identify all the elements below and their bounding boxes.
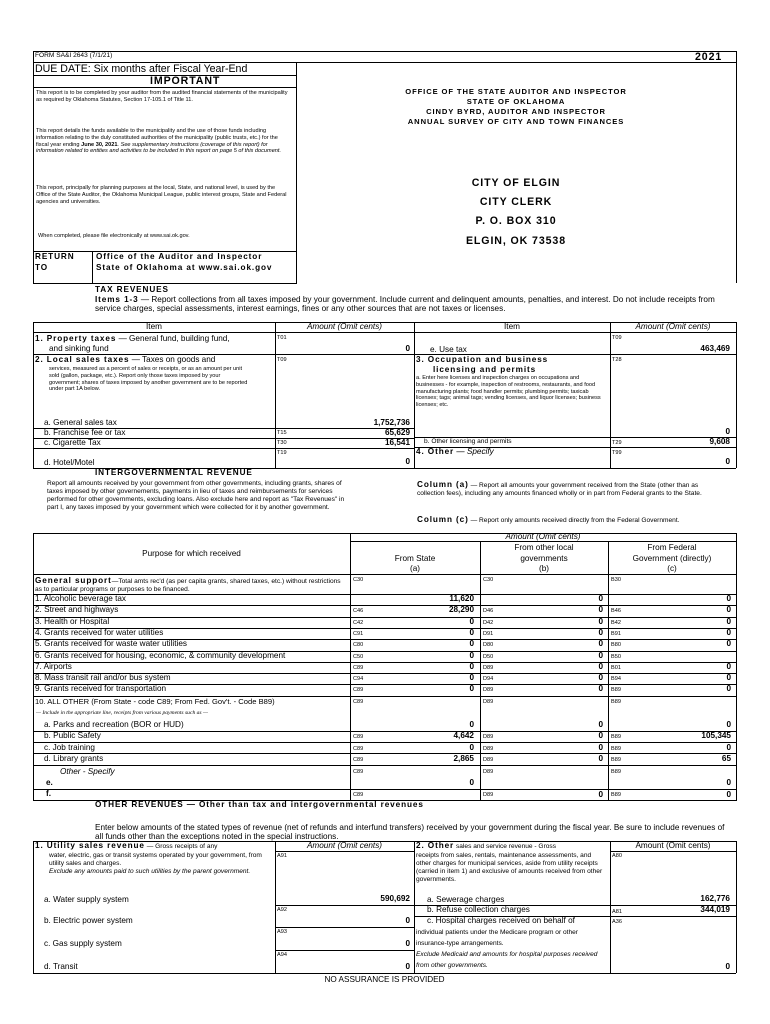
f-value-b: 0 [598, 790, 603, 799]
igr-row-value-b: 0 [598, 594, 603, 603]
use-tax-label: e. Use tax [430, 345, 467, 354]
igr-col-c-header-2: Government (directly) [632, 554, 712, 563]
igr-row-code-a: C89 [353, 687, 364, 694]
igr-row-value-b: 0 [598, 639, 603, 649]
cigarette-value: 16,541 [384, 438, 410, 447]
igr-title: INTERGOVERNMENTAL REVENUE [95, 468, 253, 477]
igr-subrow-value-b: 0 [598, 720, 603, 729]
igr-row-code-b: D46 [483, 608, 494, 615]
return-to-label: TO [35, 263, 49, 272]
igr-row-value-c: 0 [726, 627, 731, 637]
f-value-c: 0 [726, 790, 731, 799]
sewerage-value: 162,776 [700, 894, 730, 903]
igr-row-code-a: C50 [353, 653, 364, 660]
electric-value: 0 [405, 916, 410, 925]
tax-amount-header: Amount (Omit cents) [306, 322, 383, 331]
code-t29: T29 [612, 440, 622, 446]
row-divider [33, 765, 736, 766]
important-paragraph-2: This report details the funds available to the municipality and the use of those funds including information relating to the duly constituted authorities of the municipality (public trusts, etc.) for the fiscal year ending June 30, 2021. See supplementary instructions (coverage of this report) for information related to entities and activities to be included in this report on page 5 of this document. [36, 128, 282, 155]
igr-col-a-header: From State [394, 554, 436, 563]
other-revenues-title: OTHER REVENUES — Other than tax and intergovernmental revenues [95, 800, 424, 809]
city-state-zip: ELGIN, OK 73538 [465, 235, 567, 247]
utility-exclusion: Exclude any amounts paid to such utilities by the parent government. [49, 868, 251, 875]
gas-value: 0 [405, 939, 410, 948]
local-sales-label: 2. Local sales taxes — Taxes on goods and [35, 355, 216, 364]
use-tax-value: 463,469 [700, 344, 730, 353]
code-t30: T30 [277, 440, 287, 446]
igr-row-value-a: 0 [469, 673, 474, 683]
form-number: FORM SA&I 2643 (7/1/21) [35, 52, 113, 59]
office-line: CINDY BYRD, AUDITOR AND INSPECTOR [426, 107, 606, 116]
tax-intro: Items 1-3 — Report collections from all taxes imposed by your government. Include current and delinquent amounts, penalties, and interest. Do not include receipts from service charges, special assessments, interest earnings, fines or any other sources that are not taxes or licenses. [95, 295, 715, 314]
other-licensing-value: 9,608 [709, 437, 730, 446]
igr-row-value-b: 0 [598, 616, 603, 626]
code-t09: T09 [277, 357, 287, 363]
gas-label: c. Gas supply system [44, 939, 122, 948]
igr-row-value-a: 28,290 [448, 605, 474, 615]
igr-subrow-code-c: B89 [611, 756, 621, 763]
important-paragraph-1: This report is to be completed by your auditor from the audited financial statements of the municipality as required by Oklahoma Statutes, Section 17-105.1 of Title 11. [36, 90, 288, 103]
igr-subrow-value-b: 0 [598, 742, 603, 752]
igr-row-code-b: D89 [483, 664, 494, 671]
igr-subrow-code-b: D89 [483, 734, 494, 741]
igr-row-value-b: 0 [598, 605, 603, 615]
occupation-a-value: 0 [725, 427, 730, 436]
igr-row-label: 4. Grants received for water utilities [35, 627, 164, 637]
tax-revenues-title: TAX REVENUES [95, 285, 169, 294]
igr-subrow-label: b. Public Safety [44, 731, 101, 741]
igr-row-code-c: B91 [611, 630, 621, 637]
igr-row-code-a: C94 [353, 676, 364, 683]
igr-subrow-label: a. Parks and recreation (BOR or HUD) [44, 720, 184, 729]
igr-subrow-label: c. Job training [44, 742, 95, 752]
igr-row-label: 6. Grants received for housing, economic, & community development [35, 650, 286, 660]
igr-row-code-b: D80 [483, 642, 494, 649]
igr-row-code-a: C91 [353, 630, 364, 637]
code-t99: T99 [612, 450, 622, 456]
igr-subrow-value-c: 0 [726, 742, 731, 752]
office-line: STATE OF OKLAHOMA [466, 97, 566, 106]
igr-row-label: 5. Grants received for waste water utilities [35, 639, 187, 649]
igr-row-code-b: D89 [483, 687, 494, 694]
code-a91: A91 [277, 853, 287, 859]
utility-amount-header: Amount (Omit cents) [306, 841, 383, 850]
code-t01: T01 [277, 335, 287, 341]
other-taxes-label: 4. Other — Specify [416, 447, 494, 456]
report-year: 2021 [695, 51, 723, 63]
igr-row-value-a: 0 [469, 639, 474, 649]
code-t15: T15 [277, 430, 287, 436]
igr-col-b-letter: (b) [538, 564, 549, 573]
code-a93: A93 [277, 929, 287, 935]
igr-row-value-c: 0 [726, 661, 731, 671]
franchise-value: 65,629 [384, 428, 410, 437]
igr-row-code-c: B94 [611, 676, 621, 683]
igr-subrow-value-c: 0 [726, 720, 731, 729]
igr-row-value-a: 0 [469, 650, 474, 660]
igr-subrow-code-a: C89 [353, 734, 364, 741]
utility-description: water, electric, gas or transit systems operated by your government, from utility sales and charges. [49, 852, 262, 868]
igr-row-code-a: C46 [353, 608, 364, 615]
sewerage-label: a. Sewerage charges [427, 895, 505, 904]
electric-label: b. Electric power system [44, 916, 133, 925]
igr-subrow-value-c: 105,345 [701, 731, 731, 741]
general-support-label: General support—Total amts rec'd (as per capita grants, shared taxes, etc.) without restrictions as to particular programs or purposes to be financed. [35, 576, 341, 594]
igr-row-value-c: 0 [726, 605, 731, 615]
igr-col-c-header: From Federal [647, 543, 697, 552]
igr-row-value-c: 0 [726, 594, 731, 603]
franchise-label: b. Franchise fee or tax [44, 428, 126, 437]
e-code-b: D89 [483, 769, 494, 775]
igr-row-value-a: 0 [469, 661, 474, 671]
transit-label: d. Transit [44, 962, 78, 971]
return-label: RETURN [35, 252, 75, 261]
igr-subrow-value-b: 0 [598, 731, 603, 741]
code-a36: A36 [612, 919, 622, 925]
igr-col-b-header-2: governments [520, 554, 568, 563]
e-code-a: C89 [353, 769, 364, 775]
igr-row-value-b: 0 [598, 673, 603, 683]
include-note: — Include in the appropriate line, receipts from various payments such as — [36, 710, 208, 716]
igr-row-code-b: D94 [483, 676, 494, 683]
cigarette-label: c. Cigarette Tax [44, 438, 101, 447]
igr-subrow-value-c: 65 [721, 753, 731, 763]
igr-row-code-b: D91 [483, 630, 494, 637]
igr-subrow-value-a: 0 [469, 742, 474, 752]
igr-row-code-b: D42 [483, 619, 494, 626]
igr-row-value-c: 0 [726, 616, 731, 626]
igr-column-a-note: Column (a) — Report all amounts your government received from the State (other than as collection fees), including any amounts financed wholly or in part from Federal grants to the State. [417, 480, 702, 498]
igr-col-c-letter: (c) [667, 564, 677, 573]
e-label: e. [46, 778, 53, 787]
igr-col-a-letter: (a) [409, 564, 420, 573]
igr-row-code-a: C80 [353, 642, 364, 649]
e-code-c: B89 [611, 769, 621, 775]
igr-row-value-b: 0 [598, 627, 603, 637]
igr-subrow-code-a: C89 [353, 745, 364, 752]
f-code-b: D89 [483, 792, 494, 798]
igr-col-b-header: From other local [514, 543, 574, 552]
city-clerk: CITY CLERK [479, 196, 553, 208]
transit-value: 0 [405, 962, 410, 971]
hospital-label: c. Hospital charges received on behalf of [427, 916, 575, 925]
hotel-value: 0 [405, 457, 410, 466]
igr-row-code-c: B50 [611, 653, 621, 660]
return-website: State of Oklahoma at www.sai.ok.gov [96, 263, 273, 272]
other-amount-header: Amount (Omit cents) [635, 841, 711, 850]
igr-subrow-value-a: 4,642 [453, 731, 474, 741]
po-box: P. O. BOX 310 [475, 215, 557, 227]
igr-row-value-b: 0 [598, 650, 603, 660]
igr-row-label: 7. Airports [35, 661, 72, 671]
igr-row-label: 1. Alcoholic beverage tax [35, 594, 127, 603]
igr-row-label: 3. Health or Hospital [35, 616, 110, 626]
other-sales-label: 2. Other sales and service revenue - Gross [416, 841, 557, 850]
igr-subrow-value-a: 0 [469, 720, 474, 729]
local-sales-description: services, measured as a percent of sales or receipts, or as an amount per unit sold (gallon, package, etc.). Report only those taxes imposed by your government; shares of taxes imposed by another government are to be reported under part 1A below. [49, 366, 248, 393]
property-taxes-label: 1. Property taxes — General fund, building fund, [35, 334, 230, 343]
tax-amount-header-right: Amount (Omit cents) [635, 322, 711, 331]
igr-row-code-b: D50 [483, 653, 494, 660]
igr-row-value-a: 0 [469, 627, 474, 637]
important-heading: IMPORTANT [150, 75, 221, 87]
igr-row-value-a: 0 [469, 616, 474, 626]
igr-subrow-value-a: 2,865 [453, 753, 474, 763]
code-a92: A92 [277, 907, 287, 913]
igr-amount-header: Amount (Omit cents) [505, 532, 581, 541]
return-office: Office of the Auditor and Inspector [96, 252, 263, 261]
igr-row-value-c: 0 [726, 673, 731, 683]
refuse-value: 344,019 [700, 905, 730, 914]
igr-subrow-code-c: B89 [611, 745, 621, 752]
all-other-code-b: D89 [483, 699, 494, 705]
igr-row-value-c: 0 [726, 684, 731, 694]
e-value-c: 0 [726, 778, 731, 787]
igr-row-value-a: 11,620 [449, 594, 474, 603]
important-paragraph-4: When completed, please file electronically at www.sai.ok.gov. [38, 233, 190, 239]
occupation-label-2: licensing and permits [433, 365, 537, 374]
office-line: ANNUAL SURVEY OF CITY AND TOWN FINANCES [407, 117, 625, 126]
all-other-label: 10. ALL OTHER (From State - code C89; From Fed. Gov't. - Code B89) [35, 697, 275, 706]
igr-subrow-value-b: 0 [598, 753, 603, 763]
e-value-a: 0 [469, 778, 474, 787]
igr-row-value-b: 0 [598, 661, 603, 671]
property-taxes-value: 0 [405, 344, 410, 353]
igr-row-code-c: B89 [611, 687, 621, 694]
igr-subrow-code-b: D89 [483, 756, 494, 763]
occupation-label: 3. Occupation and business [416, 355, 549, 364]
utility-sales-label: 1. Utility sales revenue — Gross receipts of any [35, 841, 218, 850]
igr-row-code-a: C42 [353, 619, 364, 626]
no-assurance-footer: NO ASSURANCE IS PROVIDED [324, 975, 445, 984]
igr-purpose-header: Purpose for which received [142, 549, 241, 558]
igr-row-value-a: 0 [469, 684, 474, 694]
other-taxes-value: 0 [725, 457, 730, 466]
important-paragraph-3: This report, principally for planning purposes at the local, State, and national level, is used by the Office of the State Auditor, the Oklahoma Municipal League, public interest groups, State and Federal agencies and universities. [36, 185, 287, 205]
all-other-code-a: C89 [353, 699, 364, 705]
hospital-exclusion: Exclude Medicaid and amounts for hospital purposes received from other governments. [416, 951, 598, 969]
f-code-a: C89 [353, 792, 364, 798]
f-label: f. [46, 789, 52, 798]
igr-row-value-b: 0 [598, 684, 603, 694]
tax-item-header: Item [146, 322, 162, 331]
gs-code-b: C30 [483, 577, 494, 583]
code-t09-right: T09 [612, 335, 622, 341]
gs-code-a: C30 [353, 577, 364, 583]
general-sales-value: 1,752,736 [373, 418, 410, 427]
hospital-value: 0 [725, 962, 730, 971]
igr-row-code-a: C89 [353, 664, 364, 671]
igr-subrow-code-b: D89 [483, 745, 494, 752]
tax-item-header-right: Item [504, 322, 520, 331]
code-a81: A81 [612, 909, 622, 915]
other-revenues-intro: Enter below amounts of the stated types of revenue (net of refunds and interfund transfers) received by your government during the fiscal year. Be sure to include revenues of all funds other than the exceptions noted in the special instructions. [95, 823, 725, 842]
igr-row-code-c: B42 [611, 619, 621, 626]
igr-column-c-note: Column (c) — Report only amounts received directly from the Federal Government. [417, 515, 680, 524]
igr-subrow-code-a: C89 [353, 756, 364, 763]
other-sales-description: receipts from sales, rentals, maintenance assessments, and other charges for municipal services, aside from utility receipts (carried in item 1) and exclusive of amounts received from other governments. [416, 852, 603, 884]
due-date: DUE DATE: Six months after Fiscal Year-End [35, 63, 248, 75]
hospital-description: individual patients under the Medicare program or other insurance-type arrangements. [416, 929, 579, 947]
igr-row-value-c: 0 [726, 639, 731, 649]
code-t19: T19 [277, 450, 287, 456]
gs-code-c: B30 [611, 577, 621, 583]
other-licensing-label: b. Other licensing and permits [424, 438, 512, 445]
other-specify-label: Other - Specify [60, 767, 115, 776]
igr-row-label: 8. Mass transit rail and/or bus system [35, 673, 171, 683]
igr-row-code-c: B01 [611, 664, 621, 671]
property-taxes-line2: and sinking fund [49, 344, 109, 353]
all-other-code-c: B89 [611, 699, 621, 705]
water-value: 590,692 [380, 894, 410, 903]
hotel-label: d. Hotel/Motel [44, 458, 95, 467]
code-a80: A80 [612, 853, 622, 859]
water-label: a. Water supply system [44, 895, 129, 904]
city-name: CITY OF ELGIN [471, 177, 561, 189]
occupation-description: a. Enter here licenses and inspection charges on occupations and businesses - for example, inspection of restrooms, restaurants, and food manufacturing plants; food handler permits; plumbing permits; taxicab licenses; tags; animal tags; vending licenses, and liquor licenses; business licenses; etc. [416, 375, 601, 409]
code-a94: A94 [277, 952, 287, 958]
igr-row-code-c: B46 [611, 608, 621, 615]
office-line: OFFICE OF THE STATE AUDITOR AND INSPECTOR [405, 87, 627, 96]
igr-row-label: 2. Street and highways [35, 605, 119, 615]
igr-row-code-c: B80 [611, 642, 621, 649]
f-code-c: B89 [611, 792, 621, 798]
general-sales-label: a. General sales tax [44, 418, 117, 427]
code-t28: T28 [612, 357, 622, 363]
refuse-label: b. Refuse collection charges [427, 905, 530, 914]
igr-intro: Report all amounts received by your government from other governments, including grants, shares of taxes imposed by other governements, payments in lieu of taxes and reimbursements for services performed for other governments, excluding loans. Also exclude here and report as "Tax Revenues" in part I, any taxes imposed by your government which were collected for it by another government. [47, 480, 345, 512]
igr-row-label: 9. Grants received for transportation [35, 684, 167, 694]
igr-subrow-label: d. Library grants [44, 753, 104, 763]
igr-subrow-code-c: B89 [611, 734, 621, 741]
